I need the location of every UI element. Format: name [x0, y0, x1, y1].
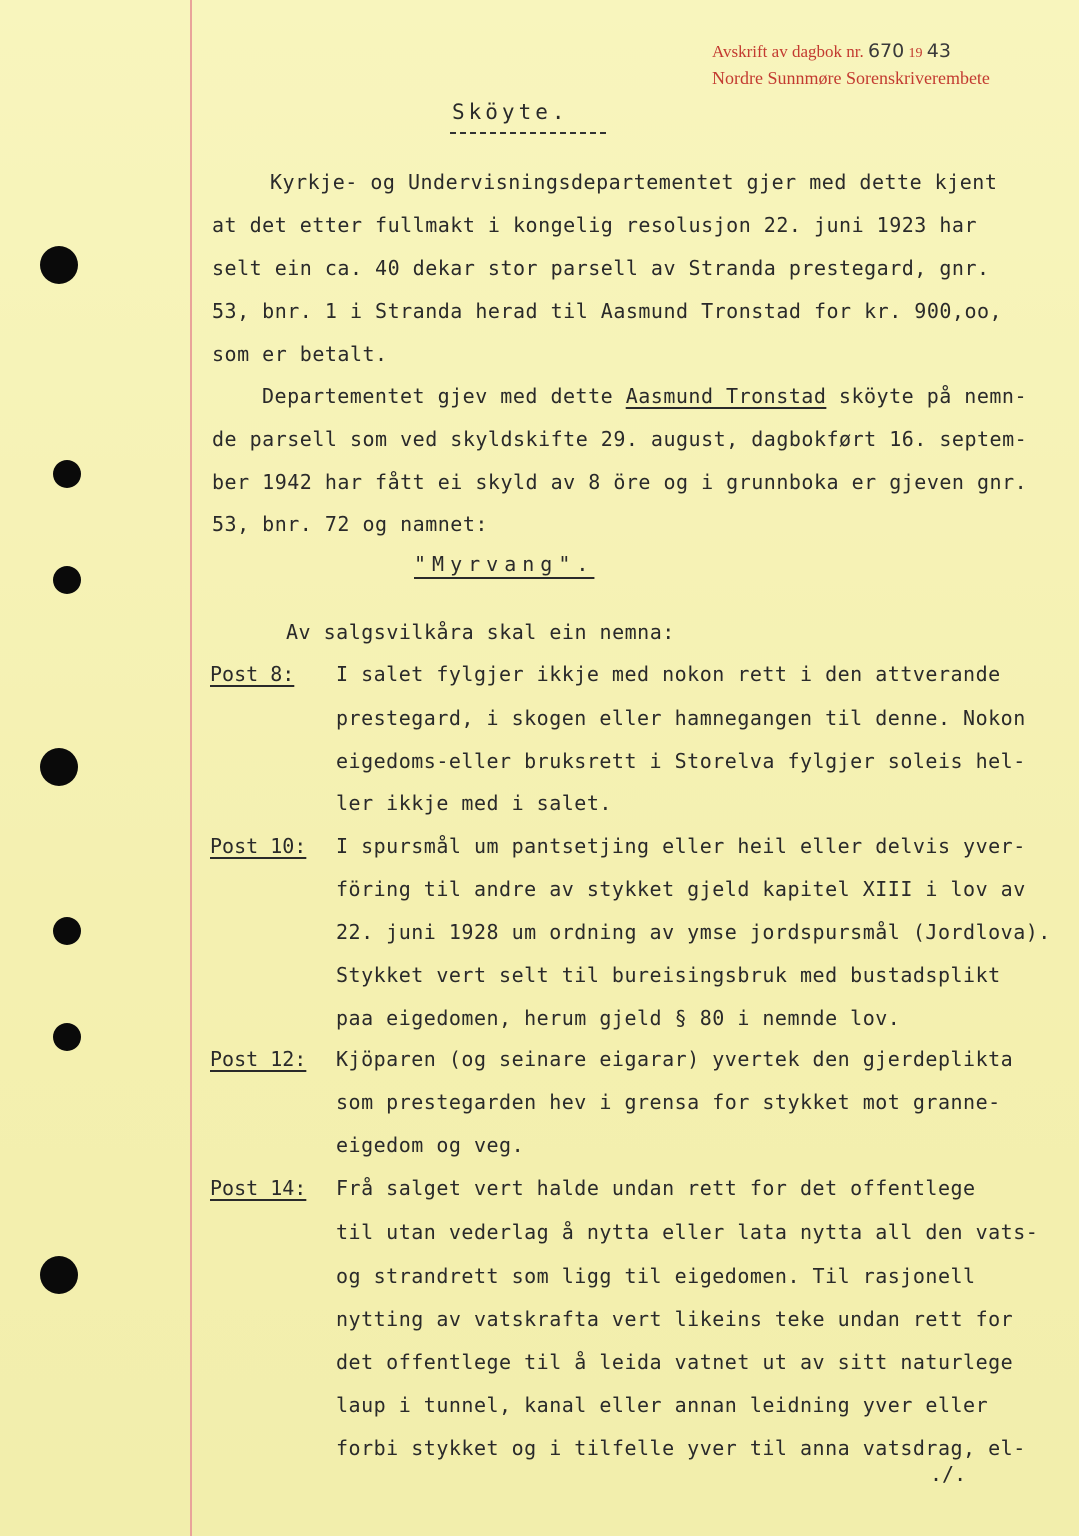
stamp-year-prefix: 19 — [908, 46, 923, 61]
post-line: som prestegarden hev i grensa for stykket mot granne- — [336, 1090, 1001, 1114]
post-line: Frå salget vert halde undan rett for det offentlege — [336, 1176, 976, 1200]
punch-hole — [40, 748, 78, 786]
punch-hole — [53, 917, 81, 945]
farm-name: "Myrvang". — [414, 552, 595, 576]
intro-line: 53, bnr. 1 i Stranda herad til Aasmund Tronstad for kr. 900,oo, — [212, 299, 1003, 323]
post-label: Post 14: — [210, 1176, 307, 1200]
conditions-intro: Av salgsvilkåra skal ein nemna: — [286, 620, 675, 644]
post-line: prestegard, i skogen eller hamnegangen til denne. Nokon — [336, 706, 1026, 730]
intro-line: at det etter fullmakt i kongelig resolusjon 22. juni 1923 har — [212, 213, 978, 237]
post-line: Stykket vert selt til bureisingsbruk med bustadsplikt — [336, 963, 1001, 987]
post-label: Post 10: — [210, 834, 307, 858]
para2-text: Departementet gjev med dette — [262, 384, 626, 408]
continuation-mark: ./. — [930, 1462, 967, 1486]
intro-line: som er betalt. — [212, 342, 388, 366]
title-underline — [450, 132, 606, 134]
post-line: nytting av vatskrafta vert likeins teke undan rett for — [336, 1307, 1014, 1331]
para2-line: de parsell som ved skyldskifte 29. august, dagbokført 16. septem- — [212, 427, 1028, 451]
post-line: I spursmål um pantsetjing eller heil eller delvis yver- — [336, 834, 1026, 858]
punch-hole — [53, 460, 81, 488]
punch-hole — [40, 246, 78, 284]
post-line: paa eigedomen, herum gjeld § 80 i nemnde lov. — [336, 1006, 901, 1030]
post-line: ler ikkje med i salet. — [336, 791, 612, 815]
post-line: föring til andre av stykket gjeld kapitel XIII i lov av — [336, 877, 1026, 901]
post-line: eigedoms-eller bruksrett i Storelva fylgjer soleis hel- — [336, 749, 1026, 773]
stamp-prefix: Avskrift av dagbok nr. — [712, 42, 864, 61]
registry-stamp — [712, 40, 1052, 89]
post-line: 22. juni 1928 um ordning av ymse jordspursmål (Jordlova). — [336, 920, 1051, 944]
post-line: I salet fylgjer ikkje med nokon rett i den attverande — [336, 662, 1001, 686]
intro-line: Kyrkje- og Undervisningsdepartementet gjer med dette kjent — [270, 170, 998, 194]
punch-hole — [40, 1256, 78, 1294]
stamp-office: Nordre Sunnmøre Sorenskriverembete — [712, 68, 990, 88]
margin-rule — [190, 0, 192, 1536]
post-label: Post 8: — [210, 662, 295, 686]
post-line: forbi stykket og i tilfelle yver til anna vatsdrag, el- — [336, 1436, 1026, 1460]
para2-line — [262, 384, 1027, 408]
stamp-year-suffix: 43 — [926, 40, 951, 62]
stamp-number: 670 — [867, 40, 905, 62]
post-label: Post 12: — [210, 1047, 307, 1071]
post-line: og strandrett som ligg til eigedomen. Til rasjonell — [336, 1264, 976, 1288]
post-line: eigedom og veg. — [336, 1133, 525, 1157]
post-line: Kjöparen (og seinare eigarar) yvertek den gjerdeplikta — [336, 1047, 1014, 1071]
post-line: til utan vederlag å nytta eller lata nytta all den vats- — [336, 1220, 1039, 1244]
para2-line: 53, bnr. 72 og namnet: — [212, 512, 488, 536]
punch-hole — [53, 1023, 81, 1051]
post-line: laup i tunnel, kanal eller annan leidning yver eller — [336, 1393, 989, 1417]
intro-line: selt ein ca. 40 dekar stor parsell av Stranda prestegard, gnr. — [212, 256, 990, 280]
punch-hole — [53, 566, 81, 594]
buyer-name: Aasmund Tronstad — [625, 384, 827, 408]
post-line: det offentlege til å leida vatnet ut av sitt naturlege — [336, 1350, 1014, 1374]
para2-line: ber 1942 har fått ei skyld av 8 öre og i grunnboka er gjeven gnr. — [212, 470, 1028, 494]
document-title: Sköyte. — [452, 100, 569, 124]
para2-text: sköyte på nemn- — [826, 384, 1028, 408]
